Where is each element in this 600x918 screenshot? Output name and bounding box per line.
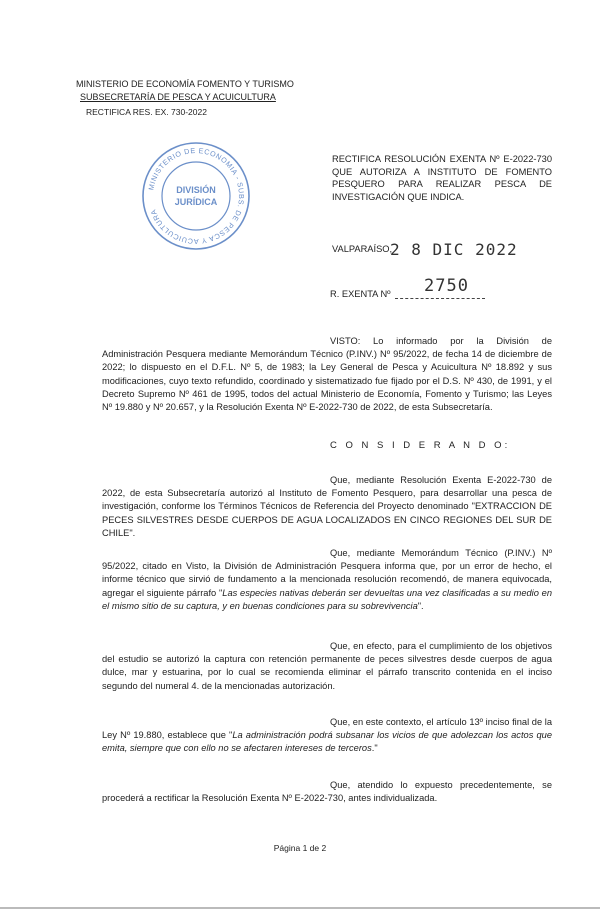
stamp-line-2: JURÍDICA [174,197,218,207]
page-number: Página 1 de 2 [273,843,327,853]
scan-edge [0,907,600,909]
ministry-name: MINISTERIO DE ECONOMÍA FOMENTO Y TURISMO [76,79,294,89]
paragraph-2-text: Que, mediante Memorándum Técnico (P.INV.) Nº 95/2022, citado en Visto, la División de Administración Pesquera informa que, por un error de hecho, el informe técnico que sirvió de fundamento a la mencionada resolución recomendó, de manera equivocada, agregar el siguiente párrafo " [102,548,552,598]
resolution-title: RECTIFICA RESOLUCIÓN EXENTA Nº E-2022-730 QUE AUTORIZA A INSTITUTO DE FOMENTO PESQUERO PARA REALIZAR PESCA DE INVESTIGACIÓN QUE INDICA. [332,154,552,202]
exenta-number-line [395,298,485,299]
considerando-paragraph-5: Que, atendido lo expuesto precedentemente, se procederá a rectificar la Resolución Exenta Nº E-2022-730, antes individualizada. [102,780,552,804]
paragraph-2-end: ". [417,600,424,611]
place-label: VALPARAÍSO, [332,244,393,254]
stamp-line-1: DIVISIÓN [176,185,216,195]
considerando-heading: C O N S I D E R A N D O: [330,440,511,451]
paragraph-4-text: Que, en este contexto, el artículo 13º inciso final de la Ley Nº 19.880, establece que " [102,717,552,741]
considerando-paragraph-1: Que, mediante Resolución Exenta E-2022-730 de 2022, de esta Subsecretaría autorizó al Instituto de Fomento Pesquero, para desarrollar una pesca de investigación, conforme los Términos Técnicos de Referencia del Proyecto denominado "EXTRACCION DE PECES SILVESTRES DESDE CUERPOS DE AGUA LOCALIZADOS EN CINCO REGIONES DEL SUR DE CHILE". [102,475,552,538]
reference-code: RECTIFICA RES. EX. 730-2022 [86,107,207,117]
considerando-paragraph-4 [102,716,552,756]
paragraph-2-quote: Las especies nativas deberán ser devueltas una vez clasificadas a su medio en el mismo sitio de su captura, y en buenas condiciones para su sobrevivencia [102,587,552,611]
subsecretaria-name: SUBSECRETARÍA DE PESCA Y ACUICULTURA [80,92,276,102]
division-juridica-stamp [140,140,252,252]
paragraph-4-quote: La administración podrá subsanar los vicios de que adolezcan los actos que emita, siempre que con ello no se afectaren intereses de terceros [102,730,552,754]
exenta-label: R. EXENTA Nº [330,289,391,299]
exenta-number: 2750 [424,276,469,296]
stamp-ring-text: MINISTERIO DE ECONOMIA - SUBS. DE PESCA Y ACUICULTURA [146,145,247,247]
paragraph-4-end: ." [371,743,378,754]
handwritten-date: 2 8 DIC 2022 [390,240,518,259]
considerando-paragraph-2 [102,547,552,613]
visto-paragraph: VISTO: Lo informado por la División de Administración Pesquera mediante Memorándum Técnico (P.INV.) Nº 95/2022, de fecha 14 de diciembre de 2022; lo dispuesto en el D.F.L. Nº 5, de 1983; la Ley General de Pesca y Acuicultura Nº 18.892 y sus modificaciones, cuyo texto refundido, coordinado y sistematizado fue fijado por el D.S. Nº 430, de 1991, y el Decreto Supremo Nº 461 de 1995, todos del actual Ministerio de Economía, Fomento y Turismo; las Leyes Nº 19.880 y Nº 20.657, y la Resolución Exenta Nº E-2022-730 de 2022, de esta Subsecretaría. [102,336,552,413]
considerando-paragraph-3: Que, en efecto, para el cumplimiento de los objetivos del estudio se autorizó la captura con retención permanente de peces silvestres desde cuerpos de agua dulce, mar y estuarina, por lo cual se recomienda eliminar el párrafo transcrito contenida en el inciso segundo del numeral 4. de la mencionadas autorización. [102,641,552,691]
